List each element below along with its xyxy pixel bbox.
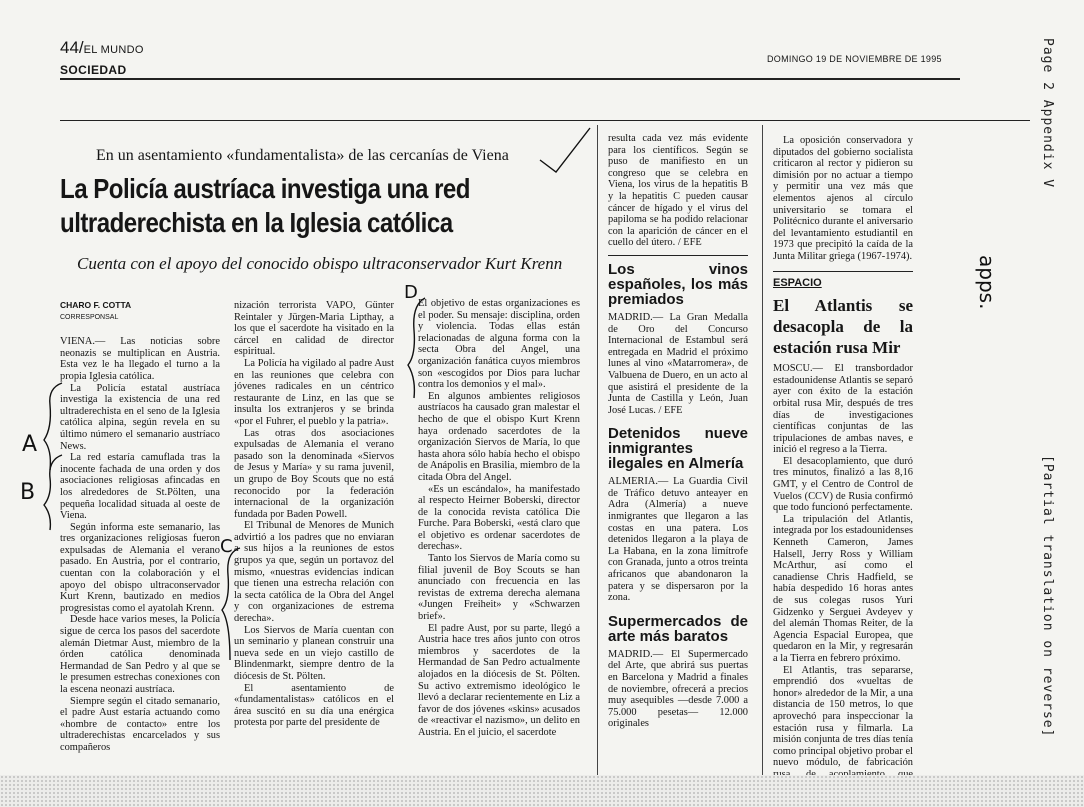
section-label: SOCIEDAD	[60, 63, 127, 77]
paragraph: La Policía estatal austríaca investiga la existencia de una red ultraderechista en el seno de la Iglesia católica alpina, según revela en su último número el semanario austríaco News.	[60, 382, 220, 452]
article-kicker: En un asentamiento «fundamentalista» de las cercanías de Viena	[96, 147, 509, 164]
scan-noise-strip	[0, 775, 1084, 807]
paragraph: El Tribunal de Menores de Munich advirtió a los padres que no enviaran a sus hijos a la reuniones de estos grupos ya que, según un portavoz del mismo, «nuestras evidencias indican que tienen una estrecha relación con la secta católica de la Obra del Angel y con organizaciones de estrema derecha».	[234, 520, 394, 625]
headline-line-1: La Policía austríaca investiga una red	[60, 173, 470, 204]
brief-body-immigrants: ALMERIA.— La Guardia Civil de Tráfico detuvo anteayer en Adra (Almería) a nueve inmigrantes que llegaron a las costas en una patera. Los detenidos llegaron a la playa de La Habana, en la zona limítrofe con Granada, junto a otros treinta africanos que abandonaron la patera y se dispersaron por la zona.	[608, 476, 748, 604]
paragraph: Según informa este semanario, las tres organizaciones religiosas fueron expulsadas de Alemania el verano pasado. En Austria, por el contrario, cuentan con la colaboración y el apoyo del obispo ultraconservador Kurt Krenn, bautizado en medios progresistas como el ayatolah Krenn.	[60, 521, 220, 614]
page-number-text: 44/	[60, 38, 84, 57]
paragraph: «Es un escándalo», ha manifestado al respecto Heirner Boberski, director de la conocida revista católica Die Furche. Para Boberski, «está claro que el objetivo es ordenar sacerdotes de derechas».	[418, 483, 580, 553]
headline-line-2: ultraderechista en la Iglesia católica	[60, 207, 453, 238]
paragraph: El objetivo de estas organizaciones es el poder. Su mensaje: disciplina, orden y violencia. Todas ellas están relacionadas de alguna forma con la secta Obra del Angel, una organización fanática cuyos miembros son «escogidos por Dios para luchar contra los demonios y el mal».	[418, 298, 580, 391]
paragraph: MOSCU.— El transbordador estadounidense Atlantis se separó ayer con éxito de la estación orbital rusa Mir, después de tres días de investigaciones científicas conjuntas de las tripulaciones de ambas naves, e inició el regreso a la Tierra.	[773, 363, 913, 456]
handwritten-apps: apps.	[975, 255, 999, 310]
paragraph: La tripulación del Atlantis, integrada por los estadounidenses Kenneth Cameron, James Halsell, Jerry Ross y William McArthur, así como el canadiense Chris Hadfield, se había despedido 16 horas antes de sus colegas rusos Yuri Gidzenko y Serguei Avdeyev y del alemán Thomas Reiter, de la Agencia Espacial Europea, que quedaron en la Mir, y regresarán a la Tierra en febrero próximo.	[773, 513, 913, 664]
bracket-d	[408, 298, 425, 398]
handwritten-mark-c: C	[220, 536, 233, 557]
brief-headline-immigrants: Detenidos nueve inmigrantes ilegales en Almería	[608, 425, 748, 473]
section-tag-space: ESPACIO	[773, 276, 822, 289]
paragraph: VIENA.— Las noticias sobre neonazis se multiplican en Austria. Esta vez le ha llegado el turno a la propia Iglesia católica.	[60, 336, 220, 382]
paragraph: Desde hace varios meses, la Policía sigue de cerca los pasos del sacerdote alemán Dietmar Aust, miembro de la órden católica denominada Hermandad de San Pedro y al que se le presumen estrechas conexiones con la escena neonazi austríaca.	[60, 614, 220, 695]
byline-role: CORRESPONSAL	[60, 313, 119, 321]
paragraph: Siempre según el citado semanario, el padre Aust estaría actuando como «hombre de contacto» entre los ultraderechistas encarcelados y sus compañeros	[60, 695, 220, 753]
partial-translation-note: [Partial translation on reverse]	[1040, 455, 1055, 738]
space-headline: El Atlantis se desacopla de la estación rusa Mir	[773, 296, 913, 358]
paragraph: El Atlantis, tras separarse, emprendió dos «vueltas de honor» alrededor de la Mir, a una distancia de 150 metros, lo que aprovechó para inspeccionar la estación rusa y filmarla. La misión conjunta de tres días tenía como principal objetivo probar el nuevo módulo, de fabricación	[773, 664, 913, 769]
brief-body-wine: MADRID.— La Gran Medalla de Oro del Concurso Internacional de Estambul será entregada en Madrid el próximo lunes al vino «Matarromera», de Valbuena de Duero, en un acto al que asistirá el presidente de la Junta de Castilla y León, Juan José Lucas. / EFE	[608, 311, 748, 416]
article-subhead: Cuenta con el apoyo del conocido obispo ultraconservador Kurt Krenn	[77, 254, 563, 273]
brief-body-art: MADRID.— El Supermercado del Arte, que abrirá sus puertas en Barcelona y Madrid a finales de noviembre, ofrecerá a precios muy asequibles —desde 7.000 a 75.000 pesetas— 12.000 originales	[608, 648, 748, 730]
brief-headline-art: Supermercados de arte más baratos	[608, 612, 748, 645]
brief-continuation: La oposición conservadora y diputados del gobierno socialista criticaron al rector y pidieron su dimisión por no actuar a tiempo y permitir una vez más que elementos ajenos al círculo universitario se tomara el Politécnico durante el aniversario del levantamiento estudiantil en 1973 que precipitó la caída de la Junta Militar griega (1967-1974).	[773, 135, 913, 262]
paragraph: nización terrorista VAPO, Günter Reintaler y Jürgen-Maria Lipthay, a los que el sacerdote ha visitado en la cárcel en calidad de director espiritual.	[234, 300, 394, 358]
paragraph: El asentamiento de «fundamentalistas» católicos en el área suscitó en su día una enérgica protesta por parte del presidente de	[234, 682, 394, 729]
bracket-c	[222, 548, 240, 660]
appendix-annotation: Page 2 Appendix V	[1040, 38, 1055, 189]
paragraph: La red estaría camuflada tras la inocente fachada de una orden y dos asociaciones religiosas afincadas en los alrededores de St.Pölten, una pequeña localidad situada al oeste de Viena.	[60, 452, 220, 522]
brief-continuation: resulta cada vez más evidente para los científicos. Según se puso de manifiesto en un congreso que se celebra en Viena, los virus de la hepatitis B y la hepatitis C pueden causar cáncer de hígado y el virus del papiloma se ha podido relacionar con la aparición de cáncer en el cuello del útero. / EFE	[608, 133, 748, 249]
paragraph: El desacoplamiento, que duró tres minutos, finalizó a las 8,16 GMT, y el Centro de Control de Vuelos (CCV) de Rusia confirmó que todo funcionó perfectamente.	[773, 455, 913, 514]
paragraph: En algunos ambientes religiosos austríacos ha causado gran malestar el hecho de que el obispo Kurt Krenn haya ordenado sacerdotes de la organización Siervos de María, lo que hasta ahora sólo había hecho el obispo de Anápolis en Brasilia, miembro de la citada Obra del Angel.	[418, 390, 580, 483]
bracket-b	[44, 455, 62, 530]
paragraph: La Policía ha vigilado al padre Aust en las reuniones que celebra con jóvenes radicales en un céntrico restaurante de Linz, en las que se insulta los extranjeros y se brinda «por el Fuhrer, el pueblo y la patria».	[234, 357, 394, 427]
paragraph: Tanto los Siervos de María como su filial juvenil de Boy Scouts se han anunciado con frecuencia en las revistas de extrema derecha alemana «Jungen Freiheit» y «Schwarzen brief».	[418, 553, 580, 623]
byline: CHARO F. COTTA	[60, 300, 132, 310]
handwritten-mark-a: A	[22, 432, 38, 457]
paragraph: Los Siervos de María cuentan con un seminario y planean construir una nueva sede en un viejo castillo de Blindenmarkt, siempre dentro de la diócesis de St. Pölten.	[234, 624, 394, 682]
handwritten-mark-b: B	[20, 480, 36, 505]
newspaper-name: EL MUNDO	[83, 44, 144, 56]
issue-date: DOMINGO 19 DE NOVIEMBRE DE 1995	[767, 54, 942, 64]
handwritten-mark-d: D	[404, 282, 418, 303]
paragraph: El padre Aust, por su parte, llegó a Austria hace tres años junto con otros miembros y sacerdotes de la Hermandad de San Pedro actualmente alojados en la diócesis de St. Pölten. Su activo extremismo ideológico le llevó a declarar recientemente en Liz a favor de dos jóvenes «skins» acusados de «reactivar el nazismo», un delito en Austria. En el juicio, el sacerdote	[418, 622, 580, 738]
paragraph: Las otras dos asociaciones expulsadas de Alemania el verano pasado son la denominada «Siervos de Jesus y María» y su rama juvenil, un grupo de Boy Scouts que no está reconocido por la federación internacional de la organización fundada por Baden Powell.	[234, 427, 394, 520]
brief-headline-wine: Los vinos españoles, los más premiados	[608, 260, 748, 308]
checkmark	[540, 128, 590, 172]
